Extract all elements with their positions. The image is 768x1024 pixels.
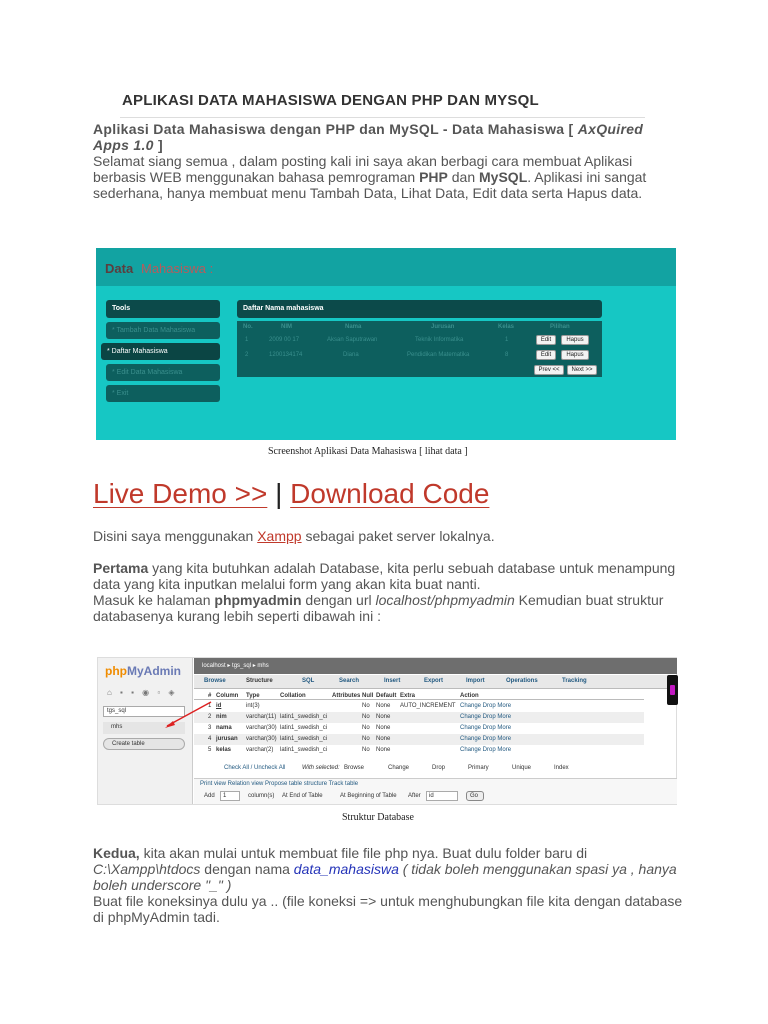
add-column-bar: Print view Relation view Propose table structure Track table Add 1 column(s) At End of Table At Beginning of Table After id Go bbox=[194, 778, 677, 804]
links-line: Live Demo >> | Download Code bbox=[93, 478, 490, 509]
option-beginning[interactable]: At Beginning of Table bbox=[340, 793, 397, 799]
col-nim: NIM bbox=[281, 324, 292, 330]
go-button[interactable]: Go bbox=[466, 791, 484, 801]
prev-button[interactable]: Prev << bbox=[534, 365, 564, 375]
screenshot-caption: Screenshot Aplikasi Data Mahasiswa [ lihat data ] bbox=[268, 446, 468, 457]
app-header-bar bbox=[96, 248, 676, 286]
col-pilihan: Pilihan bbox=[550, 324, 570, 330]
tools-item-edit: * Edit Data Mahasiswa bbox=[106, 364, 220, 381]
tools-panel bbox=[106, 300, 220, 402]
pma-breadcrumb: localhost ▸ tgs_sql ▸ mhs bbox=[194, 658, 677, 674]
database-paragraph: Pertama yang kita butuhkan adalah Database, kita perlu sebuah database untuk menampung data yang kita inputkan melalui form yang akan kita buat nanti. Masuk ke halaman phpmyadmin dengan url localhost/phpmyadmin Kemudian buat struktur databasenya kurang lebih seperti dibawah ini : bbox=[93, 560, 676, 624]
tab-structure[interactable]: Structure bbox=[246, 678, 273, 684]
table-cell: Diana bbox=[343, 352, 359, 358]
second-step-paragraph: Kedua, kita akan mulai untuk membuat file file php nya. Buat dulu folder baru di C:\Xampp\htdocs dengan nama data_mahasiswa ( tidak boleh menggunakan spasi ya , hanya boleh underscore "_" ) Buat file koneksinya dulu ya .. (file koneksi => untuk menghubungkan file kita dengan database di phpMyAdmin tadi. bbox=[93, 845, 683, 925]
check-all-link[interactable]: Check All / Uncheck All bbox=[224, 765, 286, 771]
table-row: 1 id int(3) No None AUTO_INCREMENT Change Drop More bbox=[208, 703, 512, 709]
tools-item-exit: * Exit bbox=[106, 385, 220, 402]
table-cell: 2009 00 17 bbox=[269, 337, 300, 343]
dark-corner-icon bbox=[667, 675, 678, 705]
table-cell: Pendidikan Matematika bbox=[407, 352, 470, 358]
unique-action[interactable]: Unique bbox=[512, 765, 532, 771]
print-view-line[interactable]: Print view Relation view Propose table structure Track table bbox=[200, 781, 359, 787]
after-column-select[interactable]: id bbox=[426, 791, 458, 801]
option-end-of-table[interactable]: At End of Table bbox=[282, 793, 323, 799]
title-divider bbox=[120, 117, 645, 118]
intro-heading: Aplikasi Data Mahasiswa dengan PHP dan MySQL - Data Mahasiswa [ AxQuired Apps 1.0 ] bbox=[93, 121, 644, 153]
tab-import[interactable]: Import bbox=[466, 678, 485, 684]
download-code-link[interactable]: Download Code bbox=[290, 478, 490, 509]
add-count-input[interactable]: 1 bbox=[220, 791, 240, 801]
tools-header: Tools bbox=[106, 300, 220, 318]
table-cell: 8 bbox=[505, 352, 509, 358]
table-row: 3 nama varchar(30) latin1_swedish_ci No None Change Drop More bbox=[208, 725, 512, 731]
tab-sql[interactable]: SQL bbox=[302, 678, 315, 684]
table-cell: 1 bbox=[245, 337, 249, 343]
with-selected-bar: Check All / Uncheck All With selected: Browse Change Drop Primary Unique Index bbox=[224, 765, 569, 771]
hapus-button[interactable]: Hapus bbox=[561, 350, 589, 360]
tab-search[interactable]: Search bbox=[339, 678, 360, 684]
index-action[interactable]: Index bbox=[554, 765, 569, 771]
database-select[interactable]: tgs_sql bbox=[103, 706, 185, 717]
pma-logo: phpMyAdmin bbox=[105, 664, 181, 678]
col-no: No. bbox=[243, 324, 253, 330]
tools-item-tambah: * Tambah Data Mahasiswa bbox=[106, 322, 220, 339]
phpmyadmin-screenshot bbox=[97, 657, 677, 805]
table-cell: Aksan Saputrawan bbox=[327, 337, 378, 343]
tab-insert[interactable]: Insert bbox=[384, 678, 401, 684]
table-item-mhs[interactable]: mhs bbox=[103, 722, 185, 734]
home-icon[interactable]: ⌂ ▪ ▪ ◉ ▫ ◈ bbox=[107, 688, 178, 697]
next-button[interactable]: Next >> bbox=[567, 365, 597, 375]
student-table bbox=[237, 321, 602, 377]
app-title-bold: Data bbox=[105, 261, 134, 276]
student-list-panel bbox=[237, 300, 602, 377]
table-row: 4 jurusan varchar(30) latin1_swedish_ci No None Change Drop More bbox=[194, 734, 644, 745]
red-arrow-icon bbox=[163, 700, 213, 730]
intro-paragraph: Aplikasi Data Mahasiswa dengan PHP dan MySQL - Data Mahasiswa [ AxQuired Apps 1.0 ] Selamat siang semua , dalam posting kali ini saya akan berbagi cara membuat Aplikasi berbasis WEB menggunakan bahasa pemrograman PHP dan MySQL. Aplikasi ini sangat sederhana, hanya membuat menu Tambah Data, Lihat Data, Edit data serta Hapus data. bbox=[93, 121, 647, 201]
table-cell: 1 bbox=[505, 337, 509, 343]
col-jurusan: Jurusan bbox=[431, 324, 455, 330]
tab-operations[interactable]: Operations bbox=[506, 678, 538, 684]
option-after[interactable]: After bbox=[408, 793, 421, 799]
create-table-button[interactable]: Create table bbox=[103, 738, 185, 750]
edit-button[interactable]: Edit bbox=[536, 350, 556, 360]
tab-tracking[interactable]: Tracking bbox=[562, 678, 587, 684]
table-cell: 2 bbox=[245, 352, 249, 358]
hapus-button[interactable]: Hapus bbox=[561, 335, 589, 345]
edit-button[interactable]: Edit bbox=[536, 335, 556, 345]
live-demo-link[interactable]: Live Demo >> bbox=[93, 478, 268, 509]
change-action[interactable]: Change bbox=[388, 765, 410, 771]
tab-export[interactable]: Export bbox=[424, 678, 444, 684]
pma-tabs bbox=[194, 675, 677, 689]
table-cell: 1200134174 bbox=[269, 352, 303, 358]
browse-action[interactable]: Browse bbox=[344, 765, 365, 771]
pma-sidebar bbox=[98, 658, 193, 804]
table-cell: Teknik Informatika bbox=[415, 337, 464, 343]
student-list-header: Daftar Nama mahasiswa bbox=[237, 300, 602, 318]
table-row: 2 nim varchar(11) latin1_swedish_ci No None Change Drop More bbox=[194, 712, 644, 723]
article-title: APLIKASI DATA MAHASISWA DENGAN PHP DAN MYSQL bbox=[122, 92, 539, 109]
xampp-link[interactable]: Xampp bbox=[257, 528, 302, 544]
col-kelas: Kelas bbox=[498, 324, 515, 330]
col-nama: Nama bbox=[345, 324, 362, 330]
drop-action[interactable]: Drop bbox=[432, 765, 446, 771]
table-row: 5 kelas varchar(2) latin1_swedish_ci No None Change Drop More bbox=[208, 747, 512, 753]
xampp-paragraph: Disini saya menggunakan Xampp sebagai paket server lokalnya. bbox=[93, 528, 495, 544]
tools-item-daftar: * Daftar Mahasiswa bbox=[101, 343, 220, 360]
structure-table-header: # Column Type Collation Attributes Null Default Extra Action bbox=[194, 691, 644, 700]
primary-action[interactable]: Primary bbox=[468, 765, 489, 771]
app-screenshot bbox=[96, 248, 676, 440]
structure-caption: Struktur Database bbox=[342, 812, 414, 823]
tab-browse[interactable]: Browse bbox=[204, 678, 226, 684]
app-title-rest: Mahasiswa : bbox=[141, 261, 214, 276]
